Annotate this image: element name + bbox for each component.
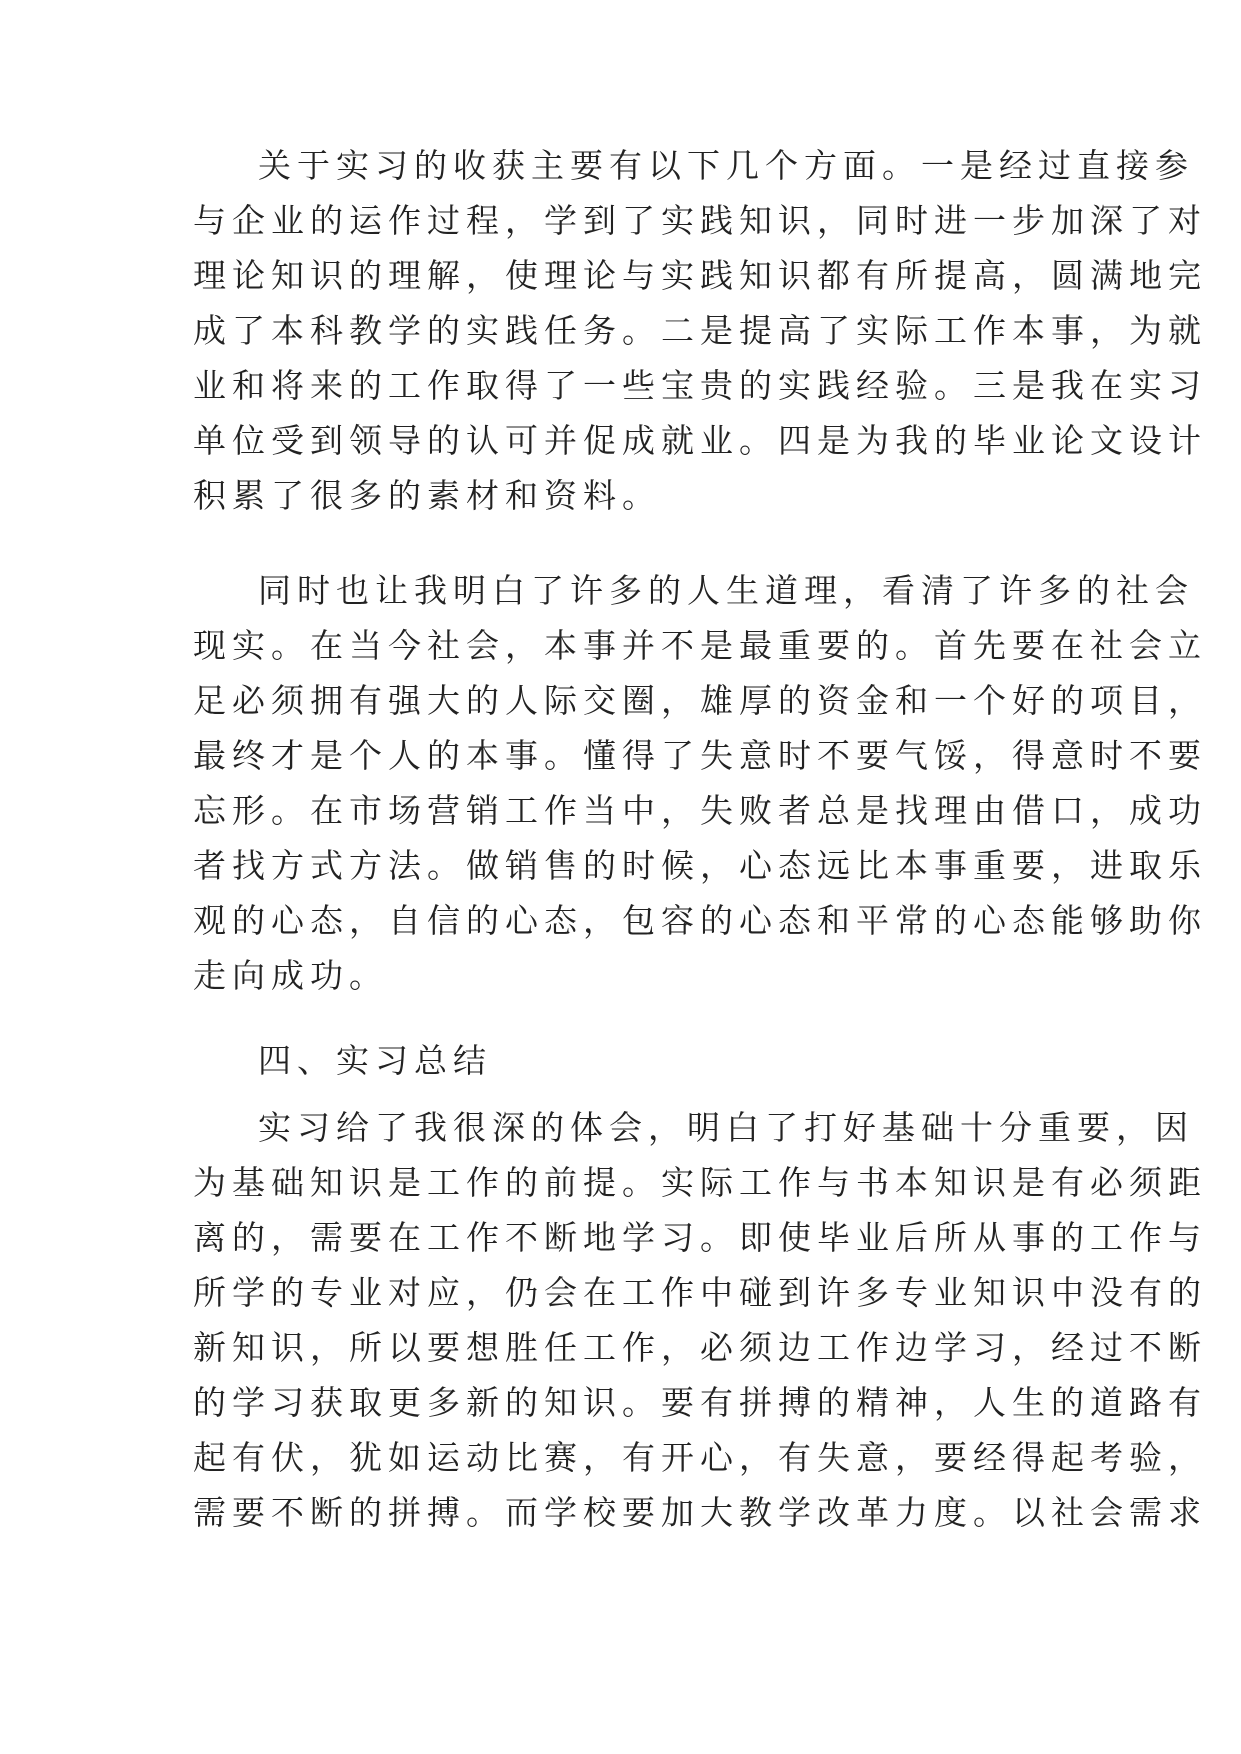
paragraph-line: 单位受到领导的认可并促成就业。四是为我的毕业论文设计	[193, 421, 1207, 460]
paragraph-line: 观的心态，自信的心态，包容的心态和平常的心态能够助你	[193, 901, 1207, 940]
paragraph-line: 新知识，所以要想胜任工作，必须边工作边学习，经过不断	[193, 1328, 1207, 1367]
paragraph-line: 与企业的运作过程，学到了实践知识，同时进一步加深了对	[193, 201, 1207, 240]
paragraph-line: 现实。在当今社会，本事并不是最重要的。首先要在社会立	[193, 626, 1207, 665]
paragraph-line: 的学习获取更多新的知识。要有拼搏的精神，人生的道路有	[193, 1383, 1207, 1422]
paragraph-line: 起有伏，犹如运动比赛，有开心，有失意，要经得起考验，	[193, 1438, 1207, 1477]
paragraph-line: 所学的专业对应，仍会在工作中碰到许多专业知识中没有的	[193, 1273, 1207, 1312]
paragraph-line: 忘形。在市场营销工作当中，失败者总是找理由借口，成功	[193, 791, 1207, 830]
paragraph-line: 实习给了我很深的体会，明白了打好基础十分重要，因	[258, 1108, 1194, 1147]
paragraph-line: 走向成功。	[193, 956, 388, 995]
paragraph-line: 业和将来的工作取得了一些宝贵的实践经验。三是我在实习	[193, 366, 1207, 405]
paragraph-line: 为基础知识是工作的前提。实际工作与书本知识是有必须距	[193, 1163, 1207, 1202]
paragraph-line: 离的，需要在工作不断地学习。即使毕业后所从事的工作与	[193, 1218, 1207, 1257]
paragraph-line: 理论知识的理解，使理论与实践知识都有所提高，圆满地完	[193, 256, 1207, 295]
paragraph-line: 最终才是个人的本事。懂得了失意时不要气馁，得意时不要	[193, 736, 1207, 775]
paragraph-line: 关于实习的收获主要有以下几个方面。一是经过直接参	[258, 146, 1194, 185]
paragraph-line: 积累了很多的素材和资料。	[193, 476, 661, 515]
paragraph-line: 成了本科教学的实践任务。二是提高了实际工作本事，为就	[193, 311, 1207, 350]
paragraph-line: 同时也让我明白了许多的人生道理，看清了许多的社会	[258, 571, 1194, 610]
paragraph-line: 需要不断的拼搏。而学校要加大教学改革力度。以社会需求	[193, 1493, 1207, 1532]
paragraph-line: 者找方式方法。做销售的时候，心态远比本事重要，进取乐	[193, 846, 1207, 885]
paragraph-line: 足必须拥有强大的人际交圈，雄厚的资金和一个好的项目，	[193, 681, 1207, 720]
section-heading: 四、实习总结	[258, 1041, 492, 1080]
